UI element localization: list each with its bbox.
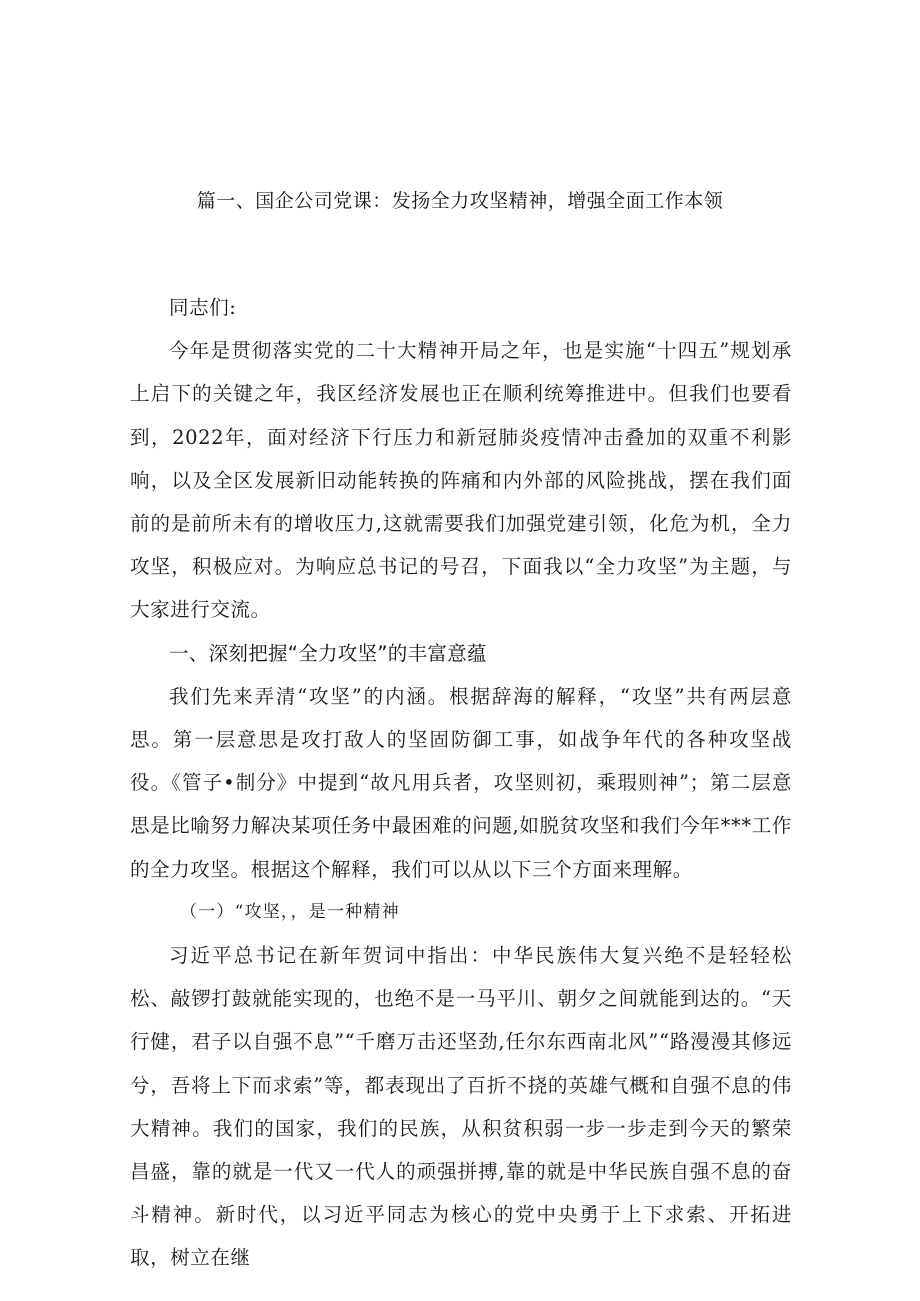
intro-paragraph: 今年是贯彻落实党的二十大精神开局之年，也是实施“十四五”规划承上启下的关键之年，我区经济发展也正在顺利统筹推进中。但我们也要看到，2022年，面对经济下行压力和新冠肺炎疫情冲击叠加的双重不利影响，以及全区发展新旧动能转换的阵痛和内外部的风险挑战，摆在我们面前的是前所未有的增收压力,这就需要我们加强党建引领，化危为机，全力攻坚，积极应对。为响应总书记的号召，下面我以“全力攻坚”为主题，与大家进行交流。 [130, 339, 792, 622]
document-body [130, 286, 792, 1280]
salutation: 同志们: [169, 296, 237, 319]
subsection-heading-1: （一）“攻坚，，是一种精神 [180, 901, 400, 922]
document-title: 篇一、国企公司党课：发扬全力攻坚精神，增强全面工作本领 [196, 190, 724, 212]
section-heading-1: 一、深刻把握“全力攻坚”的丰富意蕴 [169, 641, 487, 665]
subsection-1-paragraph: 习近平总书记在新年贺词中指出：中华民族伟大复兴绝不是轻轻松松、敲锣打鼓就能实现的，也绝不是一马平川、朝夕之间就能到达的。“天行健，君子以自强不息”“千磨万击还坚劲,任尔东西南北风”“路漫漫其修远兮，吾将上下而求索”等，都表现出了百折不挠的英雄气概和自强不息的伟大精神。我们的国家，我们的民族，从积贫积弱一步一步走到今天的繁荣昌盛，靠的就是一代又一代人的顽强拼搏,靠的就是中华民族自强不息的奋斗精神。新时代，以习近平同志为核心的党中央勇于上下求索、开拓进取，树立在继 [130, 944, 792, 1270]
section-1-paragraph: 我们先来弄清“攻坚”的内涵。根据辞海的解释，“攻坚”共有两层意思。第一层意思是攻打敌人的坚固防御工事，如战争年代的各种攻坚战役。《管子•制分》中提到“故凡用兵者，攻坚则初，乘瑕则神”；第二层意思是比喻努力解决某项任务中最困难的问题,如脱贫攻坚和我们今年***工作的全力攻坚。根据这个解释，我们可以从以下三个方面来理解。 [130, 684, 792, 881]
